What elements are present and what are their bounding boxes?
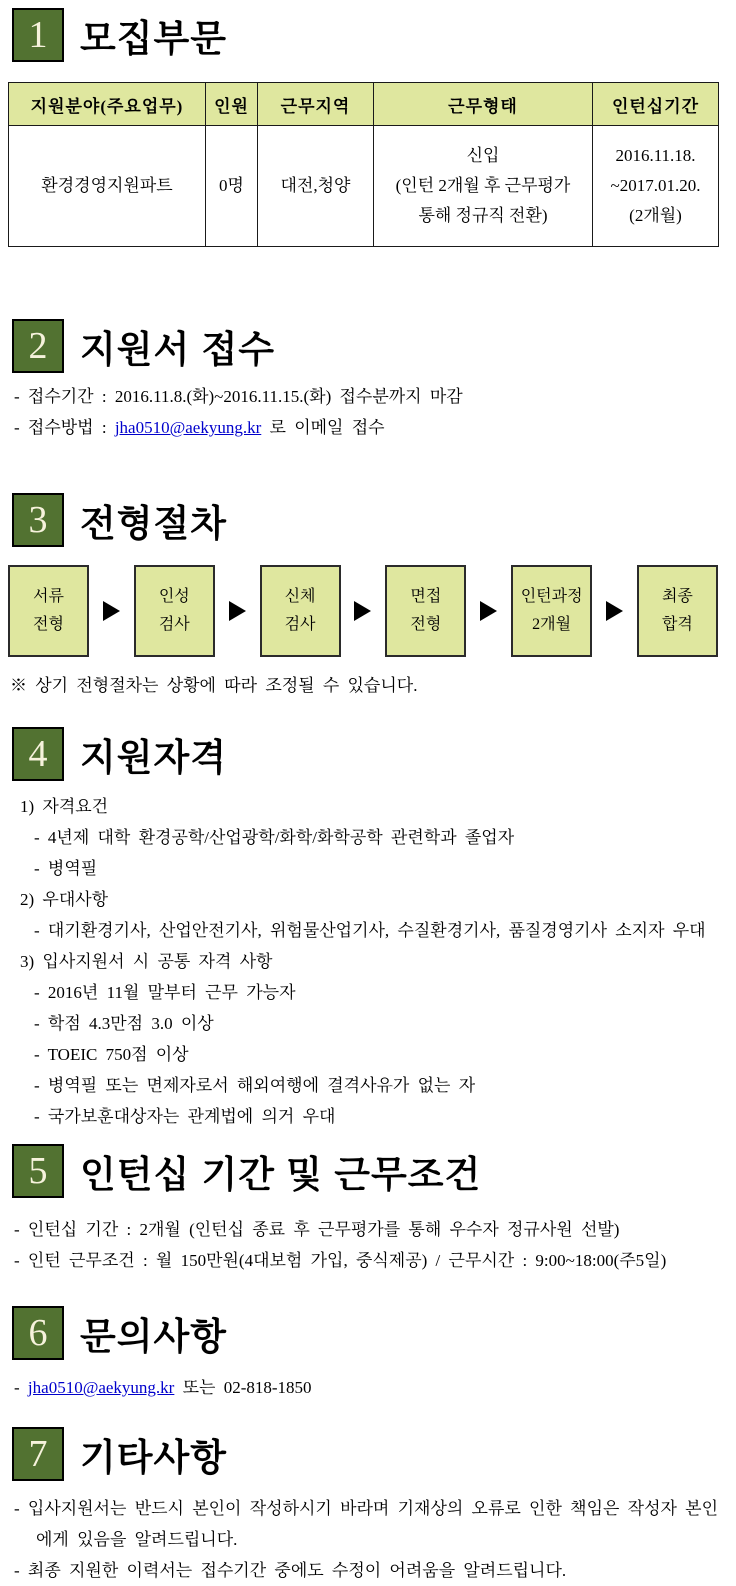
period-line: ~2017.01.20. [610,176,701,195]
qualification-item: 1) 자격요건 [20,797,109,816]
qualification-item: - 병역필 또는 면제자로서 해외여행에 결격사유가 없는 자 [34,1076,476,1095]
work-type-line: (인턴 2개월 후 근무평가 [395,176,571,195]
period-line: (2개월) [629,206,682,225]
step-label-line: 최종 [661,588,693,605]
application-period-line: - 접수기간 : 2016.11.8.(화)~2016.11.15.(화) 접수분까지 마감 [14,387,463,406]
qualifications-list [0,791,736,1132]
process-step-interview [385,565,466,657]
cell-location: 대전,청양 [258,126,374,247]
contact-email-link[interactable]: jha0510@aekyung.kr [27,1378,175,1397]
section-number-badge: 3 [12,493,64,547]
section-title: 지원자격 [80,737,227,778]
table-header-row [9,83,719,126]
col-header-work-type: 근무형태 [374,83,593,126]
step-label-line: 서류 [33,588,64,605]
condition-line: - 인턴십 기간 : 2개월 (인턴십 종료 후 근무평가를 통해 우수자 정규사원 선발) [14,1220,620,1239]
work-type-line: 통해 정규직 전환) [418,206,548,225]
arrow-right-icon [229,601,246,621]
col-header-period: 인턴십기간 [593,83,719,126]
section-header-application [12,319,736,373]
misc-line: - 최종 지원한 이력서는 접수기간 중에도 수정이 어려움을 알려드립니다. [14,1561,567,1580]
col-header-headcount: 인원 [206,83,258,126]
section-header-misc [12,1427,736,1481]
section-header-recruitment [12,8,736,62]
section-title: 지원서 접수 [80,329,275,370]
section-title: 문의사항 [80,1316,227,1357]
section-title: 기타사항 [80,1437,227,1478]
cell-field: 환경경영지원파트 [9,126,206,247]
step-label-line: 검사 [284,616,316,633]
application-method-suffix: 로 이메일 접수 [261,418,385,437]
step-label-line: 전형 [33,616,64,633]
process-step-intern-course [511,565,592,657]
process-flow [8,565,718,657]
step-label-line: 검사 [158,616,190,633]
process-step-physical-exam [260,565,341,657]
arrow-right-icon [480,601,497,621]
section-number-badge: 1 [12,8,64,62]
section-header-conditions [12,1144,736,1198]
step-label-line: 2개월 [532,616,572,633]
section-number-badge: 4 [12,727,64,781]
section-number-badge: 7 [12,1427,64,1481]
section-header-process [12,493,736,547]
step-label-line: 인턴과정 [520,588,583,605]
qualification-item: - 4년제 대학 환경공학/산업광학/화학/화학공학 관련학과 졸업자 [34,828,515,847]
period-line: 2016.11.18. [615,146,696,165]
section-header-qualifications [12,727,736,781]
contact-prefix: - [14,1378,28,1397]
misc-list [0,1493,736,1586]
qualification-item: - TOEIC 750점 이상 [34,1045,189,1064]
qualification-item: - 병역필 [34,859,98,878]
step-label-line: 신체 [284,588,316,605]
section-number-badge: 6 [12,1306,64,1360]
qualification-item: 3) 입사지원서 시 공통 자격 사항 [20,952,273,971]
conditions-list [0,1214,736,1276]
col-header-field: 지원분야(주요업무) [9,83,206,126]
cell-period [593,126,719,247]
condition-line: - 인턴 근무조건 : 월 150만원(4대보험 가입, 중식제공) / 근무시간 : 9:00~18:00(주5일) [14,1251,667,1270]
arrow-right-icon [354,601,371,621]
process-step-documents [8,565,89,657]
col-header-location: 근무지역 [258,83,374,126]
section-header-contact [12,1306,736,1360]
section-number-badge: 2 [12,319,64,373]
cell-work-type [374,126,593,247]
application-email-link[interactable]: jha0510@aekyung.kr [114,418,262,437]
step-label-line: 전형 [410,616,442,633]
arrow-right-icon [606,601,623,621]
table-row [9,126,719,247]
process-step-personality-test [134,565,215,657]
contact-suffix: 또는 02-818-1850 [174,1378,312,1397]
process-note: ※ 상기 전형절차는 상황에 따라 조정될 수 있습니다. [10,676,418,695]
work-type-line: 신입 [466,146,500,165]
process-step-final-pass [637,565,718,657]
qualification-item: - 국가보훈대상자는 관계법에 의거 우대 [34,1107,336,1126]
recruitment-table [8,82,719,247]
step-label-line: 합격 [661,616,693,633]
arrow-right-icon [103,601,120,621]
section-title: 모집부문 [80,18,227,59]
misc-line: - 입사지원서는 반드시 본인이 작성하시기 바라며 기재상의 오류로 인한 책임은 작성자 본인에게 있음을 알려드립니다. [14,1499,719,1549]
application-method-prefix: - 접수방법 : [14,418,115,437]
application-method-line [14,412,720,443]
qualification-item: - 대기환경기사, 산업안전기사, 위험물산업기사, 수질환경기사, 품질경영기사 소지자 우대 [34,921,706,940]
qualification-item: - 2016년 11월 말부터 근무 가능자 [34,983,296,1002]
qualification-item: - 학점 4.3만점 3.0 이상 [34,1014,214,1033]
section-title: 인턴십 기간 및 근무조건 [80,1154,482,1195]
application-info [0,381,736,443]
qualification-item: 2) 우대사항 [20,890,109,909]
contact-line [14,1372,720,1403]
step-label-line: 면접 [410,588,442,605]
cell-headcount: 0명 [206,126,258,247]
step-label-line: 인성 [158,588,190,605]
section-number-badge: 5 [12,1144,64,1198]
section-title: 전형절차 [80,503,227,544]
